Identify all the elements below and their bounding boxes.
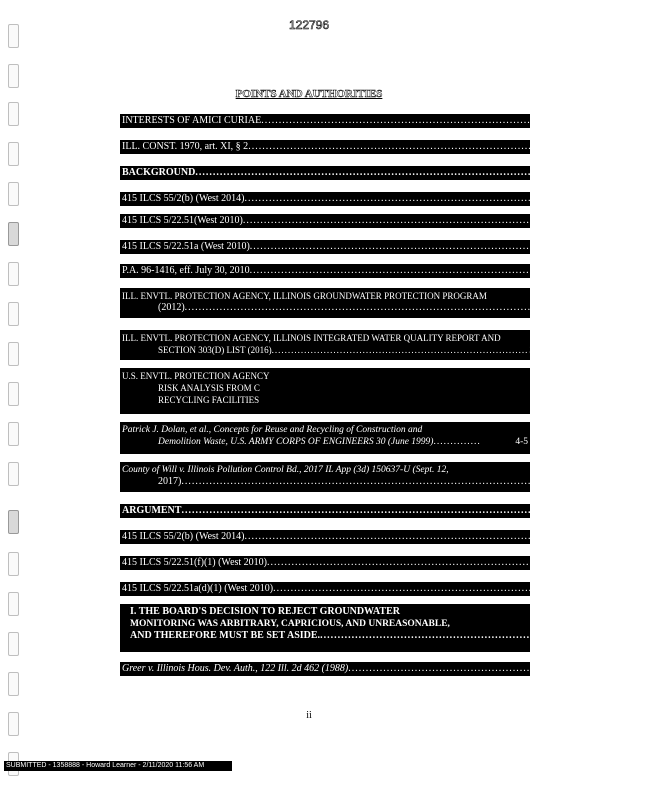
- leader-dots: ..............................................................................................: [249, 241, 579, 252]
- toc-entry: [120, 330, 534, 360]
- toc-entry: [120, 582, 577, 596]
- entry-page: 2: [651, 167, 656, 178]
- entry-text: ILL. ENVTL. PROTECTION AGENCY, ILLINOIS GROUNDWATER PROTECTION PROGRAM: [122, 291, 487, 301]
- leader-dots: ........................................................................: [320, 630, 573, 641]
- entry-page: 4, 5: [579, 241, 595, 252]
- entry-text: INTERESTS OF AMICI CURIAE: [122, 115, 262, 126]
- leader-dots: ....................................................................................................................: [181, 476, 588, 487]
- leader-dots: ..................................................................................................: [244, 531, 588, 542]
- binder-hole: [8, 510, 19, 534]
- entry-text: ILL. ENVTL. PROTECTION AGENCY, ILLINOIS INTEGRATED WATER QUALITY REPORT AND: [122, 333, 501, 343]
- toc-entry: [120, 556, 582, 570]
- page-number: ii: [306, 710, 312, 721]
- binder-hole: [8, 302, 19, 326]
- toc-entry: [120, 462, 604, 492]
- page-heading: POINTS AND AUTHORITIES: [235, 88, 383, 100]
- entry-page: 1: [594, 115, 600, 126]
- toc-entry: [120, 192, 595, 206]
- leader-dots: ........................................................................................: [267, 557, 576, 568]
- entry-text: U.S. ENVTL. PROTECTION AGENCY: [122, 371, 270, 381]
- entry-text: BACKGROUND: [122, 167, 196, 178]
- entry-page: 3-4: [581, 193, 595, 204]
- submission-stamp: SUBMITTED - 1358888 - Howard Learner - 2/11/2020 11:56 AM: [4, 761, 232, 771]
- toc-entry: [120, 214, 599, 228]
- leader-dots: .....................................................................................: [273, 583, 571, 594]
- entry-page: 7: [573, 630, 579, 641]
- toc-entry: [120, 240, 595, 254]
- entry-page: 5, 6: [588, 476, 604, 487]
- entry-text: 415 ILCS 55/2(b) (West 2014): [122, 193, 245, 204]
- leader-dots: ...........................................................................................................: [248, 141, 623, 152]
- entry-text: (2012): [158, 302, 185, 313]
- toc-entry: [120, 368, 530, 414]
- binder-hole: [8, 632, 19, 656]
- leader-dots: ...............................................................................................: [261, 115, 594, 126]
- binder-hole: [8, 64, 19, 88]
- entry-text: 415 ILCS 5/22.51(West 2010): [122, 215, 243, 226]
- toc-entry: [120, 264, 589, 278]
- toc-entry: [120, 604, 579, 652]
- binder-hole: [8, 182, 19, 206]
- binder-hole: [8, 142, 19, 166]
- toc-entry: [120, 422, 530, 454]
- entry-text: Greer v. Illinois Hous. Dev. Auth., 122 Ill. 2d 462 (1988): [122, 663, 349, 674]
- entry-text: 415 ILCS 5/22.51a(d)(1) (West 2010): [122, 583, 274, 594]
- entry-text: SECTION 303(D) LIST (2016): [158, 345, 272, 355]
- entry-text: MONITORING WAS ARBITRARY, CAPRICIOUS, AND UNREASONABLE,: [130, 619, 450, 629]
- binder-hole: [8, 552, 19, 576]
- leader-dots: ...............................................................................: [271, 345, 529, 355]
- entry-text: Patrick J. Dolan, et al., Concepts for Reuse and Recycling of Construction and: [122, 425, 423, 435]
- toc-entry: [120, 114, 600, 128]
- binder-hole: [8, 102, 19, 126]
- entry-text: I. THE BOARD'S DECISION TO REJECT GROUNDWATER: [130, 606, 400, 617]
- document-number: 122796: [288, 18, 330, 32]
- entry-page: 1, 2: [623, 141, 639, 152]
- entry-page: 6: [576, 557, 582, 568]
- entry-text: P.A. 96-1416, eff. July 30, 2010: [122, 265, 250, 276]
- binder-hole: [8, 222, 19, 246]
- leader-dots: ..............................................................: [348, 663, 566, 674]
- entry-text: 415 ILCS 5/22.51(f)(1) (West 2010): [122, 557, 268, 568]
- leader-dots: .................................................................................................: [242, 215, 583, 226]
- binder-hole: [8, 262, 19, 286]
- toc-entry: [120, 166, 656, 180]
- binder-hole: [8, 342, 19, 366]
- entry-text: 415 ILCS 55/2(b) (West 2014): [122, 531, 245, 542]
- leader-dots: .........................................................................................................: [184, 302, 553, 313]
- entry-page: 4-5: [515, 437, 528, 447]
- toc-entry: [120, 504, 656, 518]
- leader-dots: ................................................................................................: [244, 193, 581, 204]
- entry-text: County of Will v. Illinois Pollution Control Bd., 2017 IL App (3d) 150637-U (Sept. 12,: [122, 465, 449, 475]
- leader-dots: ..................................................................................................................................: [195, 167, 651, 178]
- entry-text: Demolition Waste, U.S. ARMY CORPS OF ENGINEERS 30 (June 1999): [158, 437, 434, 447]
- entry-text: AND THEREFORE MUST BE SET ASIDE.: [130, 630, 321, 641]
- entry-page: 6: [588, 531, 594, 542]
- entry-text: 2017): [158, 476, 182, 487]
- binder-hole: [8, 672, 19, 696]
- toc-entry: [120, 662, 572, 676]
- entry-page: 4: [583, 265, 589, 276]
- leader-dots: ..............: [433, 437, 481, 447]
- entry-page: 4, 5: [583, 215, 599, 226]
- leader-dots: ......................................................................................................................................: [181, 505, 651, 516]
- entry-page: 7: [566, 663, 572, 674]
- entry-page: 6: [651, 505, 656, 516]
- toc-entry: [120, 530, 594, 544]
- binder-hole: [8, 462, 19, 486]
- binder-hole: [8, 592, 19, 616]
- toc-entry: [120, 140, 639, 154]
- entry-text: ARGUMENT: [122, 505, 182, 516]
- leader-dots: ...............................................................................................: [249, 265, 583, 276]
- binder-hole: [8, 382, 19, 406]
- entry-page: 6: [571, 583, 577, 594]
- entry-text: ILL. CONST. 1970, art. XI, § 2: [122, 141, 249, 152]
- binder-hole: [8, 422, 19, 446]
- entry-page: 2-3: [553, 302, 567, 313]
- entry-text: RECYCLING FACILITIES: [158, 395, 260, 405]
- entry-page: 3: [529, 345, 534, 355]
- toc-entry: [120, 288, 567, 318]
- entry-text: RISK ANALYSIS FROM C: [158, 383, 260, 393]
- entry-text: 415 ILCS 5/22.51a (West 2010): [122, 241, 250, 252]
